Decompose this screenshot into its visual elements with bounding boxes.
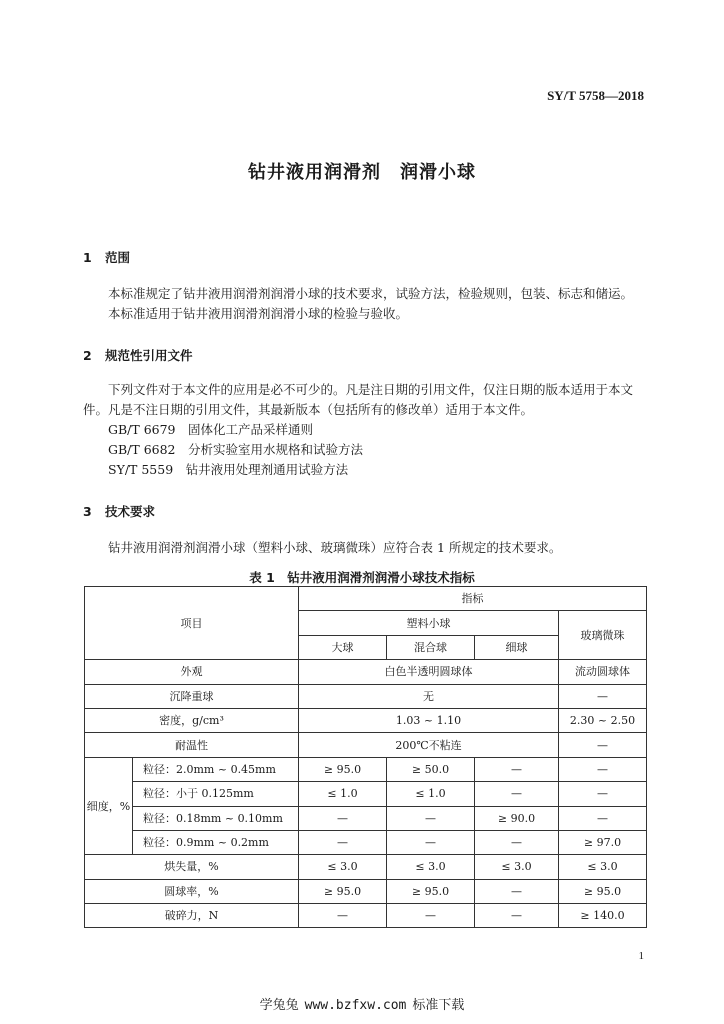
- cell: ≤ 3.0: [387, 855, 475, 879]
- cell: —: [559, 757, 647, 781]
- footer-watermark: [0, 994, 724, 1013]
- reference-item: [83, 440, 645, 460]
- cell: ≥ 50.0: [387, 757, 475, 781]
- reference-name: 分析实验室用水规格和试验方法: [188, 442, 364, 457]
- cell: —: [559, 733, 647, 757]
- row-label: 破碎力，N: [85, 904, 299, 928]
- reference-code: SY/T 5559: [108, 462, 174, 477]
- cell: ≥ 95.0: [299, 757, 387, 781]
- cell: 无: [299, 684, 559, 708]
- row-label: 外观: [85, 660, 299, 684]
- table-row: [85, 660, 647, 684]
- reference-item: [83, 460, 645, 480]
- reference-code: GB/T 6682: [108, 442, 176, 457]
- cell: —: [475, 904, 559, 928]
- section-number: 3: [83, 504, 92, 519]
- paragraph: 钻井液用润滑剂润滑小球（塑料小球、玻璃微珠）应符合表 1 所规定的技术要求。: [108, 540, 562, 555]
- cell: ≤ 3.0: [475, 855, 559, 879]
- section-3-heading: [83, 502, 155, 520]
- table-row: [85, 782, 647, 806]
- header-fine: 细球: [475, 635, 559, 659]
- footer-site-link[interactable]: www.bzfxw.com: [304, 998, 407, 1013]
- header-mixed: 混合球: [387, 635, 475, 659]
- paragraph: 下列文件对于本文件的应用是必不可少的。凡是注日期的引用文件，仅注日期的版本适用于本文件。凡是不注日期的引用文件，其最新版本（包括所有的修改单）适用于本文件。: [83, 382, 634, 417]
- row-label: 密度，g/cm³: [85, 708, 299, 732]
- cell: —: [559, 806, 647, 830]
- row-label: 烘失量，%: [85, 855, 299, 879]
- cell: 流动圆球体: [559, 660, 647, 684]
- cell: —: [475, 879, 559, 903]
- row-label: 粒径：小于 0.125mm: [133, 782, 299, 806]
- reference-name: 固体化工产品采样通则: [188, 422, 314, 437]
- row-label: 粒径：0.18mm ~ 0.10mm: [133, 806, 299, 830]
- row-label: 沉降重球: [85, 684, 299, 708]
- cell: 1.03 ~ 1.10: [299, 708, 559, 732]
- cell: 白色半透明圆球体: [299, 660, 559, 684]
- section-2-body: [83, 380, 645, 480]
- cell: —: [387, 806, 475, 830]
- spec-table: [84, 586, 647, 928]
- table-header-row: [85, 587, 647, 611]
- cell: —: [559, 782, 647, 806]
- table-row: [85, 830, 647, 854]
- cell: —: [475, 757, 559, 781]
- table-caption: 表 1 钻井液用润滑剂润滑小球技术指标: [249, 570, 475, 585]
- cell: ≥ 140.0: [559, 904, 647, 928]
- paragraph: 本标准适用于钻井液用润滑剂润滑小球的检验与验收。: [108, 306, 409, 321]
- page-number: 1: [638, 950, 644, 962]
- table-row: [85, 855, 647, 879]
- cell: ≤ 3.0: [559, 855, 647, 879]
- table-row: [85, 879, 647, 903]
- paragraph: 本标准规定了钻井液用润滑剂润滑小球的技术要求，试验方法，检验规则，包装、标志和储运。: [108, 286, 634, 301]
- footer-left-text: 学兔兔: [259, 998, 299, 1013]
- cell: —: [299, 806, 387, 830]
- table-row: [85, 733, 647, 757]
- cell: —: [387, 904, 475, 928]
- cell: 2.30 ~ 2.50: [559, 708, 647, 732]
- section-title: 范围: [105, 250, 131, 265]
- row-label: 粒径：0.9mm ~ 0.2mm: [133, 830, 299, 854]
- section-number: 1: [83, 250, 92, 265]
- section-2-heading: [83, 346, 193, 364]
- document-title: 钻井液用润滑剂 润滑小球: [248, 162, 476, 183]
- cell: —: [299, 830, 387, 854]
- row-label: 粒径：2.0mm ~ 0.45mm: [133, 757, 299, 781]
- cell: —: [475, 830, 559, 854]
- row-label: 耐温性: [85, 733, 299, 757]
- section-number: 2: [83, 348, 92, 363]
- table-row: [85, 708, 647, 732]
- header-index: 指标: [299, 587, 647, 611]
- section-title: 技术要求: [105, 504, 156, 519]
- cell: ≥ 97.0: [559, 830, 647, 854]
- header-glass: 玻璃微珠: [559, 611, 647, 660]
- cell: ≤ 1.0: [299, 782, 387, 806]
- cell: 200℃不粘连: [299, 733, 559, 757]
- table-row: [85, 757, 647, 781]
- cell: ≥ 95.0: [559, 879, 647, 903]
- header-plastic: 塑料小球: [299, 611, 559, 635]
- section-3-body: [83, 538, 645, 558]
- header-large: 大球: [299, 635, 387, 659]
- cell: ≥ 95.0: [387, 879, 475, 903]
- cell: —: [299, 904, 387, 928]
- footer-right-text: 标准下载: [412, 998, 465, 1013]
- fineness-label: 细度，%: [85, 757, 133, 855]
- reference-item: [83, 420, 645, 440]
- reference-name: 钻井液用处理剂通用试验方法: [185, 462, 349, 477]
- cell: ≤ 1.0: [387, 782, 475, 806]
- row-label: 圆球率，%: [85, 879, 299, 903]
- section-title: 规范性引用文件: [105, 348, 193, 363]
- section-1-body: [83, 284, 645, 324]
- cell: ≤ 3.0: [299, 855, 387, 879]
- reference-code: GB/T 6679: [108, 422, 176, 437]
- cell: —: [559, 684, 647, 708]
- section-1-heading: [83, 248, 130, 266]
- cell: —: [387, 830, 475, 854]
- cell: —: [475, 782, 559, 806]
- table-row: [85, 904, 647, 928]
- table-row: [85, 806, 647, 830]
- cell: ≥ 95.0: [299, 879, 387, 903]
- table-row: [85, 684, 647, 708]
- cell: ≥ 90.0: [475, 806, 559, 830]
- header-item: 项目: [85, 587, 299, 660]
- standard-code: SY/T 5758—2018: [547, 88, 644, 103]
